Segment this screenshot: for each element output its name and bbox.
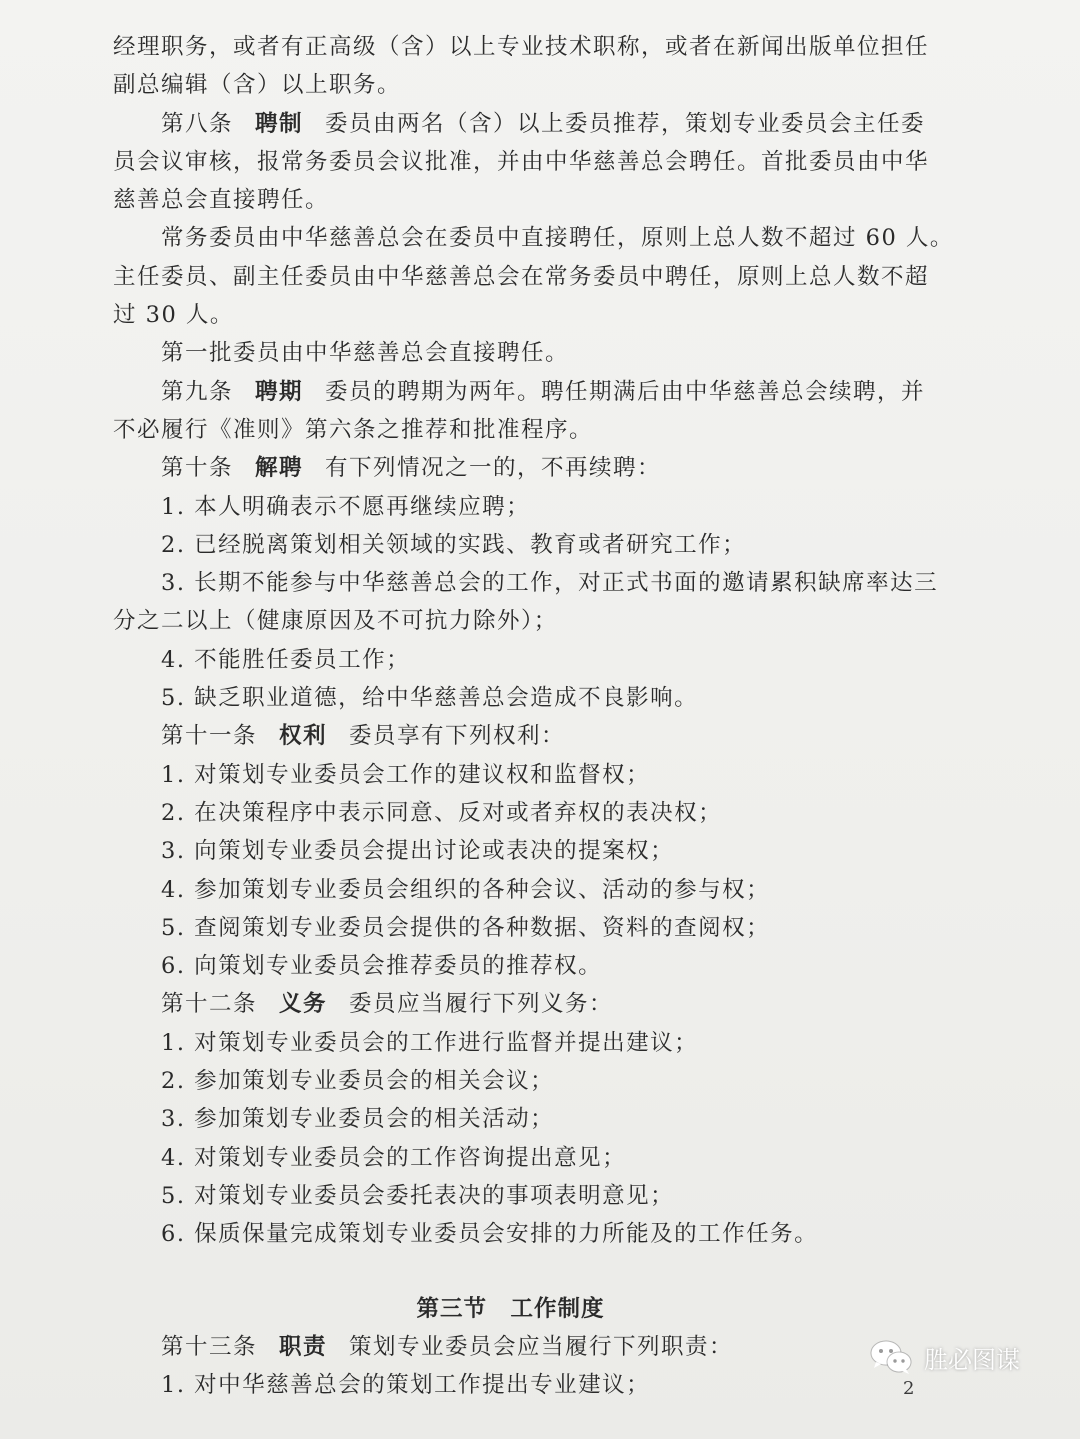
line-text: 2. 已经脱离策划相关领域的实践、教育或者研究工作； [161, 531, 747, 558]
line-text: 主任委员、副主任委员由中华慈善总会在常务委员中聘任，原则上总人数不超 [113, 263, 930, 290]
article-heading-line [113, 717, 928, 755]
text-line [113, 756, 928, 794]
line-text: 5. 缺乏职业道德，给中华慈善总会造成不良影响。 [161, 685, 699, 712]
text-line [113, 641, 928, 679]
line-text: 3. 长期不能参与中华慈善总会的工作，对正式书面的邀请累积缺席率达三 [161, 570, 939, 597]
watermark-text: 胜必图谋 [924, 1345, 1020, 1374]
text-line [113, 1062, 928, 1100]
line-text: 员会议审核，报常务委员会议批准，并由中华慈善总会聘任。首批委员由中华 [113, 148, 930, 175]
line-text: 4. 不能胜任委员工作； [161, 646, 411, 673]
wechat-icon [868, 1337, 914, 1377]
text-line [113, 28, 928, 66]
line-text: 2. 参加策划专业委员会的相关会议； [161, 1068, 555, 1095]
line-text: 委员由两名（含）以上委员推荐，策划专业委员会主任委 [325, 110, 926, 137]
text-line [113, 181, 928, 219]
line-text: 有下列情况之一的，不再续聘： [325, 455, 662, 482]
watermark [868, 1337, 1020, 1377]
text-line [113, 526, 928, 564]
line-text: 不必履行《准则》第六条之推荐和批准程序。 [113, 416, 594, 443]
line-text: 6. 保质保量完成策划专业委员会安排的力所能及的工作任务。 [161, 1221, 819, 1248]
text-line [113, 909, 928, 947]
article-heading-line [113, 1328, 928, 1366]
article-title: 职责 [279, 1333, 328, 1360]
text-line [113, 1139, 928, 1177]
text-line [113, 334, 928, 372]
article-number: 第十三条 [161, 1333, 258, 1360]
line-text: 3. 向策划专业委员会提出讨论或表决的提案权； [161, 838, 675, 865]
text-line [113, 832, 928, 870]
article-title: 聘期 [255, 378, 304, 405]
line-text: 4. 参加策划专业委员会组织的各种会议、活动的参与权； [161, 876, 771, 903]
text-line [113, 871, 928, 909]
article-number: 第十条 [161, 455, 234, 482]
article-title: 义务 [279, 991, 328, 1018]
text-line [113, 143, 928, 181]
text-line [113, 296, 928, 334]
line-text: 6. 向策划专业委员会推荐委员的推荐权。 [161, 953, 603, 980]
text-line [113, 947, 928, 985]
text-line [113, 679, 928, 717]
line-text: 策划专业委员会应当履行下列职责： [349, 1333, 734, 1360]
section-title: 第三节 工作制度 [416, 1295, 605, 1322]
line-text: 委员享有下列权利： [349, 723, 566, 750]
text-line [113, 1177, 928, 1215]
line-text: 第一批委员由中华慈善总会直接聘任。 [161, 340, 570, 367]
line-text: 经理职务，或者有正高级（含）以上专业技术职称，或者在新闻出版单位担任 [113, 34, 930, 60]
line-text: 1. 对策划专业委员会工作的建议权和监督权； [161, 761, 651, 788]
line-text: 副总编辑（含）以上职务。 [113, 72, 402, 99]
line-text: 分之二以上（健康原因及不可抗力除外）； [113, 608, 558, 635]
line-text: 2. 在决策程序中表示同意、反对或者弃权的表决权； [161, 799, 723, 826]
article-number: 第十一条 [161, 723, 258, 750]
line-text: 过 30 人。 [113, 302, 234, 329]
line-text: 4. 对策划专业委员会的工作咨询提出意见； [161, 1144, 627, 1171]
line-text: 1. 对策划专业委员会的工作进行监督并提出建议； [161, 1029, 699, 1056]
article-number: 第八条 [161, 110, 234, 137]
text-line [113, 794, 928, 832]
line-text: 委员的聘期为两年。聘任期满后由中华慈善总会续聘，并 [325, 378, 926, 405]
article-title: 解聘 [255, 455, 304, 482]
text-line [113, 411, 928, 449]
text-line [113, 1100, 928, 1138]
text-line [113, 564, 939, 602]
section-spacer [113, 1254, 928, 1290]
line-text: 5. 对策划专业委员会委托表决的事项表明意见； [161, 1182, 675, 1209]
article-heading-line [113, 105, 928, 143]
text-line [113, 1366, 928, 1404]
text-line [113, 488, 928, 526]
document-body [113, 28, 954, 1404]
line-text: 慈善总会直接聘任。 [113, 187, 330, 214]
line-text: 1. 对中华慈善总会的策划工作提出专业建议； [161, 1371, 651, 1398]
text-line [113, 1024, 928, 1062]
article-number: 第十二条 [161, 991, 258, 1018]
line-text: 1. 本人明确表示不愿再继续应聘； [161, 493, 531, 520]
page-number: 2 [903, 1378, 915, 1399]
article-heading-line [113, 373, 928, 411]
article-heading-line [113, 985, 928, 1023]
article-title: 权利 [279, 723, 328, 750]
text-line [113, 219, 954, 257]
article-heading-line [113, 449, 928, 487]
line-text: 常务委员由中华慈善总会在委员中直接聘任，原则上总人数不超过 60 人。 [161, 225, 954, 252]
text-line [113, 1215, 928, 1253]
text-line [113, 602, 928, 640]
line-text: 5. 查阅策划专业委员会提供的各种数据、资料的查阅权； [161, 914, 771, 941]
article-number: 第九条 [161, 378, 234, 405]
text-line [113, 258, 928, 296]
line-text: 委员应当履行下列义务： [349, 991, 614, 1018]
line-text: 3. 参加策划专业委员会的相关活动； [161, 1106, 555, 1133]
text-line [113, 66, 928, 104]
article-title: 聘制 [255, 110, 304, 137]
